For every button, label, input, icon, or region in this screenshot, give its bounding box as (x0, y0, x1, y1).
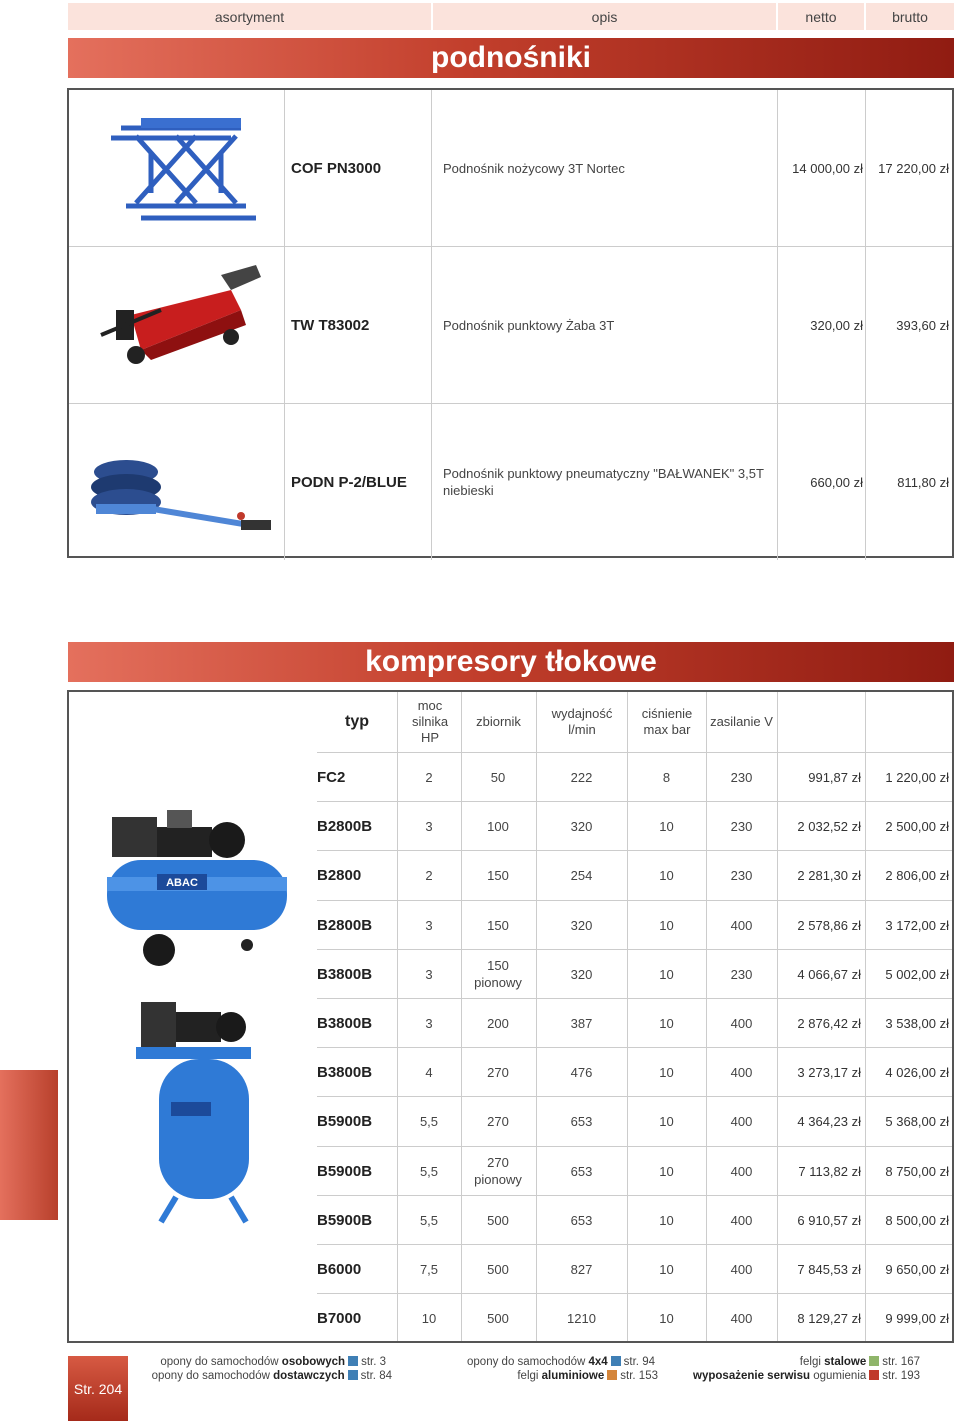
cell-flow: 387 (570, 1016, 593, 1031)
table-row (317, 1146, 952, 1196)
cell-netto: 7 113,82 zł (798, 1163, 861, 1179)
footer-link[interactable] (150, 1369, 392, 1383)
hdr-zbiornik: zbiornik (476, 714, 521, 729)
col-brutto: brutto (892, 8, 928, 25)
table-row (69, 404, 952, 560)
page-number: Str. 204 (68, 1356, 128, 1421)
cell-brutto: 2 806,00 zł (885, 868, 949, 884)
cell-tank: 500 (487, 1212, 509, 1228)
cell-typ: B5900B (317, 1211, 373, 1229)
cell-hp: 10 (421, 1311, 437, 1327)
cell-tank: 150 (487, 917, 509, 933)
cell-v: 400 (730, 1262, 753, 1277)
cell-netto: 4 364,23 zł (797, 1114, 861, 1130)
color-square-icon (348, 1356, 358, 1366)
cell-typ: B6000 (317, 1261, 362, 1278)
table-row (317, 1096, 952, 1146)
table-row (317, 1244, 952, 1294)
col-asortyment: asortyment (68, 3, 433, 30)
cell-typ: B2800 (317, 867, 362, 885)
cell-brutto: 3 172,00 zł (885, 917, 949, 933)
footer-link-text: opony do samochodów (467, 1356, 589, 1368)
cell-brutto: 2 500,00 zł (885, 819, 949, 835)
cell-typ: B7000 (317, 1310, 362, 1328)
hdr-wydajnosc: wydajność l/min (551, 706, 613, 737)
cell-bar: 10 (659, 1016, 674, 1031)
footer-link-text: felgi (799, 1356, 825, 1368)
product-desc: Podnośnik punktowy Żaba 3T (443, 317, 615, 333)
cell-flow: 653 (570, 1212, 593, 1228)
cell-v: 400 (730, 1311, 753, 1327)
cell-brutto: 9 650,00 zł (885, 1262, 949, 1277)
hdr-zasilanie: zasilanie V (710, 714, 773, 729)
cell-typ: B2800B (317, 916, 373, 934)
cell-hp: 3 (425, 917, 433, 933)
price-brutto: 17 220,00 zł (878, 160, 949, 176)
cell-tank: 270 (487, 1065, 509, 1081)
footer-link-page: str. 3 (361, 1356, 386, 1368)
cell-v: 400 (730, 1212, 753, 1228)
cell-brutto: 8 500,00 zł (885, 1212, 949, 1228)
footer-link-page: str. 84 (360, 1370, 392, 1382)
cell-brutto: 5 002,00 zł (885, 966, 949, 982)
price-brutto: 393,60 zł (896, 317, 949, 333)
cell-netto: 2 578,86 zł (797, 917, 861, 933)
footer-link-text: ogumienia (810, 1370, 867, 1382)
cell-bar: 10 (659, 1212, 674, 1228)
cell-netto: 7 845,53 zł (797, 1262, 861, 1277)
cell-netto: 2 876,42 zł (797, 1016, 861, 1031)
cell-tank: 500 (487, 1311, 509, 1327)
cell-tank: 270 pionowy (474, 1155, 522, 1188)
cell-netto: 991,87 zł (808, 770, 861, 785)
footer-link-page: str. 193 (882, 1370, 920, 1382)
table-row (317, 998, 952, 1048)
cell-v: 230 (730, 770, 753, 785)
vertical-compressor-image (131, 992, 261, 1232)
cell-bar: 10 (659, 1065, 674, 1081)
footer-link-page: str. 167 (882, 1356, 920, 1368)
scissor-lift-image (81, 98, 276, 238)
hdr-moc: moc silnika HP (411, 698, 449, 745)
cell-v: 230 (730, 819, 753, 835)
table-row (317, 900, 952, 950)
table-row (317, 801, 952, 851)
footer-link-page: str. 94 (623, 1356, 655, 1368)
cell-tank: 100 (487, 819, 509, 835)
cell-hp: 7,5 (419, 1262, 439, 1277)
cell-netto: 4 066,67 zł (797, 966, 861, 982)
cell-hp: 2 (425, 770, 433, 785)
table-row (317, 752, 952, 802)
cell-netto: 8 129,27 zł (797, 1311, 861, 1327)
table-row (317, 1047, 952, 1097)
cell-v: 230 (730, 868, 753, 884)
cell-brutto: 5 368,00 zł (885, 1114, 949, 1130)
table-row (317, 949, 952, 999)
cell-flow: 1210 (567, 1311, 596, 1327)
table-row (69, 247, 952, 404)
footer-link[interactable] (440, 1355, 655, 1369)
cell-flow: 653 (570, 1114, 593, 1130)
cell-tank: 270 (487, 1114, 509, 1130)
cell-flow: 653 (570, 1163, 593, 1179)
footer-link-text: felgi (517, 1370, 542, 1382)
price-brutto: 811,80 zł (897, 474, 949, 490)
cell-flow: 827 (570, 1262, 593, 1277)
cell-hp: 4 (425, 1065, 433, 1081)
cell-hp: 3 (425, 966, 433, 982)
footer-link-text: opony do samochodów (160, 1356, 282, 1368)
pneumatic-jack-image (81, 412, 276, 552)
cell-brutto: 8 750,00 zł (885, 1163, 949, 1179)
color-square-icon (607, 1370, 617, 1380)
lifts-table (67, 88, 954, 558)
cell-tank: 150 pionowy (474, 958, 522, 991)
cell-v: 230 (730, 966, 753, 982)
table-row (317, 1293, 952, 1343)
cell-brutto: 3 538,00 zł (885, 1016, 949, 1031)
cell-tank: 200 (487, 1016, 509, 1031)
cell-bar: 10 (659, 868, 674, 884)
cell-bar: 10 (659, 1114, 674, 1130)
footer-link-bold: dostawczych (273, 1370, 345, 1382)
cell-netto: 2 281,30 zł (797, 868, 861, 884)
cell-v: 400 (730, 1016, 753, 1031)
cell-v: 400 (730, 1114, 753, 1130)
cell-typ: B3800B (317, 1015, 373, 1032)
cell-bar: 10 (659, 1311, 674, 1327)
footer-link-bold: aluminiowe (541, 1370, 605, 1382)
cell-hp: 5,5 (419, 1114, 439, 1130)
cell-tank: 150 (487, 868, 509, 884)
price-netto: 14 000,00 zł (792, 160, 863, 176)
footer-link[interactable] (690, 1369, 920, 1383)
cell-brutto: 9 999,00 zł (885, 1311, 949, 1327)
hdr-typ: typ (345, 713, 369, 730)
color-square-icon (348, 1370, 358, 1380)
product-desc: Podnośnik nożycowy 3T Nortec (443, 160, 625, 176)
cell-tank: 500 (487, 1262, 509, 1277)
cell-bar: 10 (659, 1163, 674, 1179)
cell-netto: 2 032,52 zł (797, 819, 861, 835)
footer-link-text: opony do samochodów (151, 1370, 274, 1382)
cell-bar: 10 (659, 966, 674, 982)
cell-typ: FC2 (317, 769, 346, 786)
footer-link[interactable] (690, 1355, 920, 1369)
horizontal-compressor-image (97, 802, 292, 977)
cell-typ: B2800B (317, 818, 373, 836)
cell-typ: B3800B (317, 965, 373, 983)
footer-link[interactable] (150, 1355, 386, 1369)
column-header (68, 3, 954, 30)
cell-hp: 3 (425, 819, 433, 835)
brand-label: ABAC (166, 877, 198, 889)
footer-link-page: str. 153 (620, 1370, 658, 1382)
cell-v: 400 (730, 917, 753, 933)
cell-typ: B5900B (317, 1113, 373, 1131)
cell-bar: 10 (659, 819, 674, 835)
compressors-title: kompresory tłokowe (68, 642, 954, 682)
cell-tank: 50 (490, 770, 506, 785)
cell-hp: 5,5 (419, 1163, 439, 1179)
cell-flow: 222 (570, 770, 593, 785)
price-netto: 660,00 zł (810, 474, 863, 490)
col-opis: opis (433, 3, 778, 30)
floor-jack-image (81, 255, 276, 395)
table-row (317, 850, 952, 900)
price-netto: 320,00 zł (810, 317, 863, 333)
compressors-table (67, 690, 954, 1343)
cell-bar: 10 (659, 1262, 674, 1277)
product-code: COF PN3000 (291, 159, 382, 177)
cell-bar: 8 (662, 770, 671, 785)
color-square-icon (611, 1356, 621, 1366)
cell-bar: 10 (659, 917, 674, 933)
cell-hp: 5,5 (419, 1212, 439, 1228)
color-square-icon (869, 1370, 879, 1380)
product-desc: Podnośnik punktowy pneumatyczny "BAŁWANEK" 3,5T niebieski (443, 466, 764, 498)
cell-v: 400 (730, 1163, 753, 1179)
cell-flow: 320 (570, 819, 593, 835)
color-square-icon (869, 1356, 879, 1366)
cell-typ: B5900B (317, 1162, 373, 1180)
cell-hp: 2 (425, 868, 433, 884)
cell-flow: 476 (570, 1065, 593, 1081)
product-code: TW T83002 (291, 316, 370, 334)
cell-flow: 320 (570, 966, 593, 982)
table-row (317, 1195, 952, 1245)
cell-netto: 6 910,57 zł (797, 1212, 861, 1228)
product-code: PODN P-2/BLUE (291, 473, 407, 491)
footer-link[interactable] (440, 1369, 658, 1383)
cell-brutto: 1 220,00 zł (885, 770, 949, 785)
cell-v: 400 (730, 1065, 753, 1081)
lifts-title: podnośniki (68, 38, 954, 78)
cell-brutto: 4 026,00 zł (885, 1065, 949, 1081)
cell-hp: 3 (425, 1016, 433, 1031)
cell-flow: 320 (570, 917, 593, 933)
cell-flow: 254 (570, 868, 593, 884)
footer-link-bold: wyposażenie serwisu (693, 1370, 811, 1382)
footer-link-bold: 4x4 (588, 1356, 608, 1368)
table-row (69, 90, 952, 247)
footer-link-bold: osobowych (281, 1356, 346, 1368)
section-tab (0, 1070, 58, 1220)
footer-link-bold: stalowe (824, 1356, 867, 1368)
cell-typ: B3800B (317, 1064, 373, 1082)
col-netto: netto (778, 3, 866, 30)
cell-netto: 3 273,17 zł (797, 1065, 861, 1081)
hdr-cisnienie: ciśnienie max bar (641, 706, 693, 737)
